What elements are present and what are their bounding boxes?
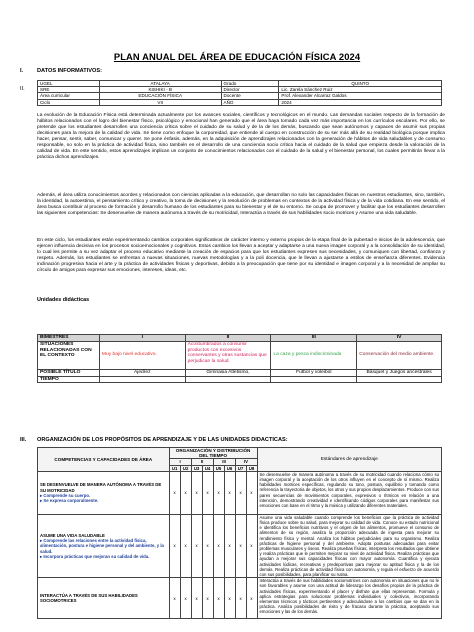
capacidad-text: Comprende su cuerpo. bbox=[43, 492, 91, 498]
info-label: Grado bbox=[221, 81, 279, 87]
unit-mark: x bbox=[202, 514, 213, 577]
situacion-ii: Acostumbrados a consumir productos con excesivos conservantes y otras sustancias que perjudican la salud. bbox=[185, 341, 271, 369]
titulo-i: Ajedrez bbox=[99, 369, 185, 376]
section-3-number: III. bbox=[20, 437, 27, 443]
competencia-row bbox=[38, 578, 442, 619]
info-label: Docente bbox=[221, 93, 279, 99]
unit-mark: x bbox=[169, 471, 180, 514]
unit-header: U4 bbox=[202, 465, 213, 471]
unit-mark: x bbox=[246, 514, 257, 577]
unit-mark: x bbox=[213, 514, 224, 577]
info-value: VII bbox=[99, 99, 221, 105]
info-value: KISHIKI - B bbox=[99, 87, 221, 93]
tiempo-ii bbox=[185, 376, 271, 383]
section-3-label: ORGANIZACIÓN DE LOS PROPÓSITOS DE APRENDIZAJE Y DE LAS UNIDADES DIDACTICAS: bbox=[37, 437, 288, 443]
info-value: EDUCACIÓN FÍSICA bbox=[99, 93, 221, 99]
capacidad-text: Comprende las relaciones entre la actividad física, alimentación, postura e higiene personal y del ambiente, y la salud. bbox=[40, 538, 164, 554]
org-bim-i: I bbox=[169, 459, 191, 465]
capacidad-item: ▸ Comprende su cuerpo. bbox=[40, 492, 91, 498]
info-label: Director bbox=[221, 87, 279, 93]
tiempo-iv bbox=[357, 376, 442, 383]
paragraph-evolucion: La evolución de la Educación Física está determinada actualmente por los avances sociales, científicos y tecnológicos en el mundo. Las demandas sociales respecto de la formación de hábitos relacionados con el logro del bienestar físico, psicológico y emocional han generado que el área haya tomado cada vez más importancia en los currículos escolares. Por ello, se pretende que los estudiantes desarrollen una conciencia crítica sobre el cuidado de su salud y de la de los demás, buscando que sean autónomos y capaces de asumir sus propias decisiones para la mejora de la calidad de vida. Se tiene como enfoque la corporeidad, que entiende al cuerpo en construcción de su ser más allá de su realidad biológica porque implica hacer, pensar, sentir, saber, comunicar y querer. Se pone énfasis, además, en la adquisición de aprendizajes relacionados con la generación de hábitos de vida saludables y de consumo responsable, no solo en la práctica de actividad física, sino también en el desarrollo de una conciencia socio crítica hacia el cuidado de la salud que empieza desde la valoración de la calidad de vida. En este sentido, estos aprendizajes implican un conjunto de conocimientos relacionados con el cuidado de la salud y el bienestar personal, los cuales permitirán llevar a la práctica dichos aprendizajes. bbox=[37, 113, 445, 161]
info-value: Lic. Zarela Sánchez Ruiz bbox=[279, 87, 442, 93]
bimestre-ii-header: II bbox=[185, 335, 271, 342]
capacidad-item: ▸ Se expresa corporalmente. bbox=[40, 498, 99, 504]
situacion-i: Muy bajo nivel educativo. bbox=[99, 341, 185, 369]
capacidad-text: Se expresa corporalmente. bbox=[43, 498, 99, 504]
competencia-row bbox=[38, 471, 442, 514]
paragraph-competencias: Además, el área utiliza conocimientos acordes y relacionados con ciencias aplicadas a la educación, que desarrollan no solo las capacidades físicas en nuestros estudiantes, sino, también, la identidad, la autoestima, el pensamiento crítico y creativo, la toma de decisiones y la resolución de problemas en contextos de la actividad física y de la vida cotidiana. En ese sentido, el área busca contribuir al proceso de formación y desarrollo humano de los estudiantes para su bienestar y el de su entorno. Se ocupa de promover y facilitar que los estudiantes desarrollen las siguientes competencias: Se desenvuelve de manera autónoma a través de su motricidad, Interactúa a través de sus habilidades socio motrices y Asume una vida saludable. bbox=[37, 193, 445, 217]
unit-mark: x bbox=[169, 514, 180, 577]
competencia-title: ASUME UNA VIDA SALUDABLE bbox=[40, 533, 105, 539]
situacion-iii: La caza y pesca indiscriminada bbox=[271, 341, 357, 369]
tiempo-row bbox=[38, 376, 442, 383]
bimestres-header: BIMESTRES bbox=[38, 335, 100, 342]
unit-header: U5 bbox=[213, 465, 224, 471]
situaciones-label: SITUACIONES RELACIONADAS CON EL CONTEXTO bbox=[38, 341, 100, 369]
org-bim-iv: IV bbox=[235, 459, 257, 465]
unit-header: U6 bbox=[224, 465, 235, 471]
tiempo-iii bbox=[271, 376, 357, 383]
situacion-iv: Conservación del medio ambiente. bbox=[357, 341, 442, 369]
titulo-label: POSIBLE TÍTULO bbox=[38, 369, 100, 376]
unit-header: U3 bbox=[191, 465, 202, 471]
estandar-text: Se desenvuelve de manera autónoma a través de su motricidad cuando relaciona cómo su imagen corporal y la aceptación de los otros influyen en el concepto de sí mismo. Realiza habilidades motrices específicas, regulando su tono, postura, equilibrio y tomando como referencia la trayectoria de objetos, los otros y sus propios desplazamientos. Produce con sus pares secuencias de movimientos corporales, expresivos o rítmicos en relación a una intención, demostrando creatividad e identificando códigos corporales para manifestar sus emociones con base en el ritmo y la música y utilizando diferentes materiales. bbox=[257, 471, 442, 514]
info-label: Ciclo bbox=[38, 99, 100, 105]
titulo-iv: Básquet y Juegos ancestrales bbox=[357, 369, 442, 376]
unit-mark: x bbox=[224, 578, 235, 619]
competencia-row bbox=[38, 514, 442, 577]
info-value: Prof. Alexander Alcarraz Galdos bbox=[279, 93, 442, 99]
bimestres-header-row bbox=[38, 335, 442, 342]
bimestre-iii-header: III bbox=[271, 335, 357, 342]
unit-header: U1 bbox=[169, 465, 180, 471]
unit-mark: x bbox=[180, 471, 191, 514]
bimestre-i-header: I bbox=[99, 335, 185, 342]
bimestres-table bbox=[37, 334, 442, 383]
paragraph-ciclo: En este ciclo, los estudiantes están experimentando cambios corporales significativos de carácter interno y externo propios de la etapa final de la pubertad e inicios de la adolescencia, que ejercen influencia decisiva en los procesos socioemocionales y cognitivos. Estos cambios los llevan a aceptar y adaptarse a una nueva imagen corporal y a la consolidación de su identidad, lo cual les permite a su vez adaptar el proceso educativo mediante la creación de espacios para que los estudiantes expresen sus necesidades, y comuniquen con libertad, confianza y respeto. Además, los estudiantes se enfrentan a nuevas situaciones, nuevas metodologías y a la poli docencia, que le llevan a ajustarse a estilos de enseñanza diferentes. Evidencia inclinación progresiva hacia el arte y la práctica de actividades físicas y deportivas, debido a la preocupación que tiene por su identidad e imagen corporal y a la necesidad de ampliar su círculo de amigos para expresar sus emociones, intereses, ideas, etc. bbox=[37, 238, 445, 274]
capacidad-item: ▸ Incorpora prácticas que mejoran su calidad de vida. bbox=[40, 553, 150, 559]
unit-header: U2 bbox=[180, 465, 191, 471]
unit-mark: x bbox=[213, 578, 224, 619]
unit-mark: x bbox=[180, 578, 191, 619]
capacidad-text: Incorpora prácticas que mejoran su calidad de vida. bbox=[43, 553, 150, 559]
bimestre-iv-header: IV bbox=[357, 335, 442, 342]
titulo-ii: Gimnasia Atletismo, bbox=[185, 369, 271, 376]
section-2-number: II. bbox=[20, 86, 25, 92]
competencia-title: INTERACTÚA A TRAVÉS DE SUS HABILIDADES SOCIOMOTRICES bbox=[40, 593, 138, 604]
section-1-label: DATOS INFORMATIVOS: bbox=[37, 68, 102, 74]
info-label: Área curricular bbox=[38, 93, 100, 99]
unit-mark: x bbox=[235, 578, 246, 619]
tiempo-i bbox=[99, 376, 185, 383]
competencia-cell bbox=[38, 578, 170, 619]
competencia-cell bbox=[38, 471, 170, 514]
organizacion-header: ORGANIZACIÓN Y DISTRIBUCIÓN DEL TIEMPO bbox=[169, 448, 257, 459]
competencias-header: COMPETENCIAS Y CAPACIDADES DE ÁREA bbox=[38, 448, 170, 472]
competencia-cell bbox=[38, 514, 170, 577]
titulo-iii: Futbol y voleibol bbox=[271, 369, 357, 376]
org-bim-ii: II bbox=[191, 459, 213, 465]
unit-mark: x bbox=[202, 471, 213, 514]
competencia-title: SE DESENVUELVE DE MANERA AUTÓNOMA A TRAVÉS DE SU MOTRICIDAD bbox=[40, 482, 162, 493]
info-row bbox=[38, 99, 442, 105]
info-label: AÑO bbox=[221, 99, 279, 105]
unit-mark: x bbox=[224, 514, 235, 577]
estandares-header: Estándares de aprendizaje bbox=[257, 448, 442, 472]
info-label: SRE bbox=[38, 87, 100, 93]
unit-header: U7 bbox=[235, 465, 246, 471]
unit-mark: x bbox=[235, 514, 246, 577]
titulo-row bbox=[38, 369, 442, 376]
unit-mark: x bbox=[169, 578, 180, 619]
unit-mark: x bbox=[224, 471, 235, 514]
document-title: PLAN ANUAL DEL ÁREA DE EDUCACIÓN FÍSICA 2024 bbox=[113, 51, 361, 62]
unidades-label: Unidades didácticas bbox=[37, 297, 90, 303]
info-value: ATALAYA bbox=[99, 81, 221, 87]
info-table bbox=[37, 80, 442, 106]
org-bim-iii: III bbox=[213, 459, 235, 465]
info-value: QUINTO bbox=[279, 81, 442, 87]
unit-mark: x bbox=[213, 471, 224, 514]
section-1-number: I. bbox=[20, 68, 24, 74]
estandar-text: Interactúa a través de sus habilidades sociomotrices con autonomía en situaciones que no le son favorables y asume con una actitud de liderazgo los desafíos propios de la práctica de actividades físicas, experimentando el placer y disfrute que ellas representan. Formula y aplica estrategias para solucionar problemas individuales y colectivos, incorporando elementos técnicos y tácticos pertinentes y adecuándose a los cambios que se dan en la práctica. Analiza posibilidades de éxito y de fracaso durante la práctica, aceptando sus emociones y las de los demás. bbox=[257, 578, 442, 619]
info-label: UGEL bbox=[38, 81, 100, 87]
unit-mark: x bbox=[246, 471, 257, 514]
info-value: 2024 bbox=[279, 99, 442, 105]
unit-header: U8 bbox=[246, 465, 257, 471]
tiempo-label: TIEMPO bbox=[38, 376, 100, 383]
unit-mark: x bbox=[235, 471, 246, 514]
situaciones-row bbox=[38, 341, 442, 369]
unit-mark: x bbox=[191, 514, 202, 577]
estandar-text: Asume una vida saludable cuando comprende los beneficios que la práctica de actividad física produce sobre su salud, para mejorar su calidad de vida. Conoce su estado nutricional e identifica los beneficios nutritivos y el origen de los alimentos, promueve el consumo de alimentos de su región, analiza la proporción adecuada de ingesta para mejorar su rendimiento físico y mental. Analiza los hábitos perjudiciales para su organismo. Realiza prácticas de higiene personal y del ambiente. Adopta posturas adecuadas para evitar problemas musculares y óseos. Realiza pruebas físicas, interpreta los resultados que obtiene y realiza prácticas que le permiten mejorar su nivel de actividad física. Realiza prácticas que ayudan a mejorar sus capacidades físicas con mayor autonomía. Cuantifica y ejecuta actividades lúdicas, recreativas y predeportivas para mejorar su aptitud física y la de los demás. Realiza prácticas de actividad física con autonomía, y regula el esfuerzo de acuerdo con sus posibilidades, para planificar su rutina. bbox=[257, 514, 442, 577]
unit-mark: x bbox=[202, 578, 213, 619]
capacidad-item: ▸ Comprende las relaciones entre la actividad física, alimentación, postura e higiene personal y del ambiente, y la salud. bbox=[40, 538, 164, 554]
unit-mark: x bbox=[180, 514, 191, 577]
unit-mark: x bbox=[191, 471, 202, 514]
unit-mark: x bbox=[191, 578, 202, 619]
org-header-row-1 bbox=[38, 448, 442, 459]
organizacion-table bbox=[37, 447, 442, 619]
unit-mark: x bbox=[246, 578, 257, 619]
